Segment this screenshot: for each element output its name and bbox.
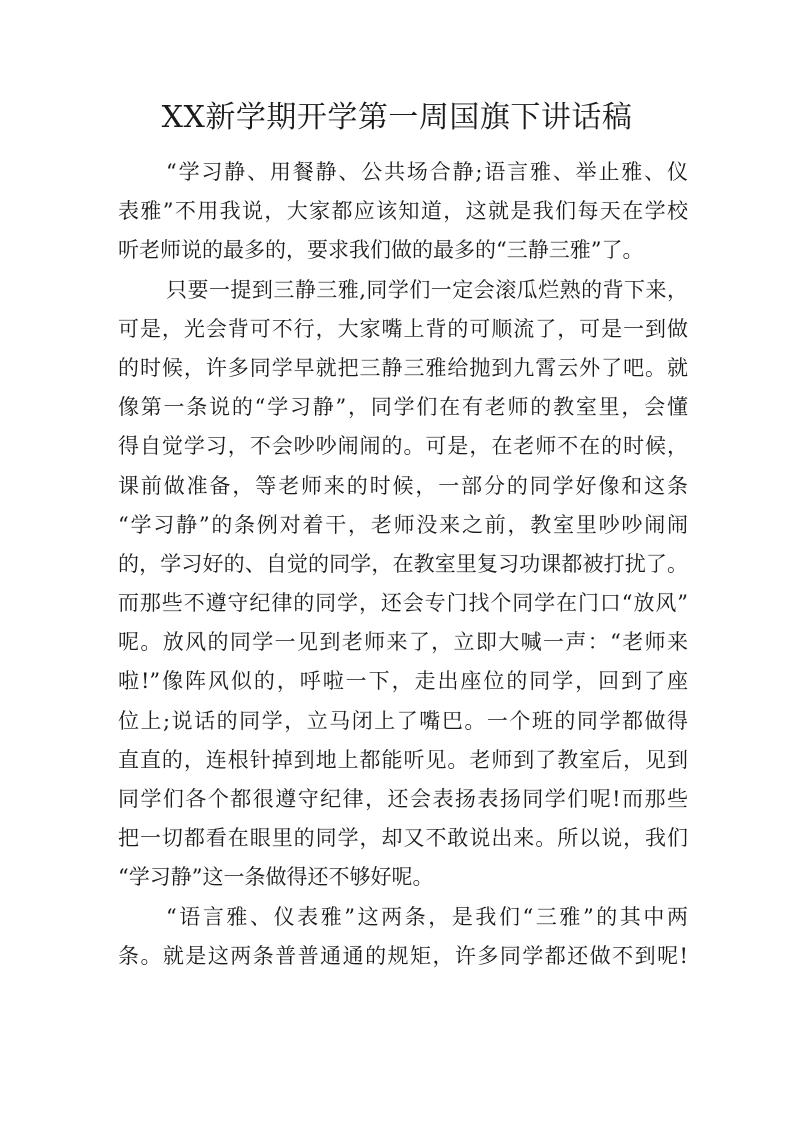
paragraph-line: “学习静、用餐静、公共场合静;语言雅、举止雅、仪 [166,160,688,184]
document-title: XX新学期开学第一周国旗下讲话稿 [161,100,633,135]
paragraph-line: 只要一提到三静三雅,同学们一定会滚瓜烂熟的背下来， [166,277,688,302]
paragraph-line: 课前做准备，等老师来的时候，一部分的同学好像和这条 [118,473,688,498]
paragraph-line: 得自觉学习，不会吵吵闹闹的。可是，在老师不在的时候， [118,434,688,459]
paragraph-line: 呢。放风的同学一见到老师来了，立即大喊一声：“老师来 [118,630,688,655]
paragraph-line: 同学们各个都很遵守纪律，还会表扬表扬同学们呢!而那些 [118,787,688,811]
paragraph-line: 直直的，连根针掉到地上都能听见。老师到了教室后，见到 [118,747,688,772]
paragraph-line: 可是，光会背可不行，大家嘴上背的可顺流了，可是一到做 [118,316,688,341]
paragraph-line: 而那些不遵守纪律的同学，还会专门找个同学在门口“放风” [118,591,688,616]
paragraph-line: 表雅”不用我说，大家都应该知道，这就是我们每天在学校 [118,199,688,224]
paragraph-line: 像第一条说的“学习静”，同学们在有老师的教室里，会懂 [118,395,688,420]
paragraph-line: “学习静”的条例对着干，老师没来之前，教室里吵吵闹闹 [118,512,688,537]
paragraph-line: “学习静”这一条做得还不够好呢。 [118,865,434,890]
paragraph-1 [118,153,688,271]
paragraph-line: 把一切都看在眼里的同学，却又不敢说出来。所以说，我们 [118,826,688,851]
paragraph-line: 的，学习好的、自觉的同学，在教室里复习功课都被打扰了。 [118,551,688,576]
paragraph-line: “语言雅、仪表雅”这两条，是我们“三雅”的其中两 [166,904,688,929]
paragraph-line: 位上;说话的同学，立马闭上了嘴巴。一个班的同学都做得 [118,708,688,733]
paragraph-line: 啦!”像阵风似的，呼啦一下，走出座位的同学，回到了座 [118,669,688,694]
paragraph-line: 听老师说的最多的，要求我们做的最多的“三静三雅”了。 [118,238,644,263]
paragraph-2 [118,271,688,898]
paragraph-line: 的时候，许多同学早就把三静三雅给抛到九霄云外了吧。就 [118,355,688,380]
paragraph-3 [118,898,688,976]
document-body [118,153,688,976]
paragraph-line: 条。就是这两条普普通通的规矩，许多同学都还做不到呢! [118,943,688,968]
